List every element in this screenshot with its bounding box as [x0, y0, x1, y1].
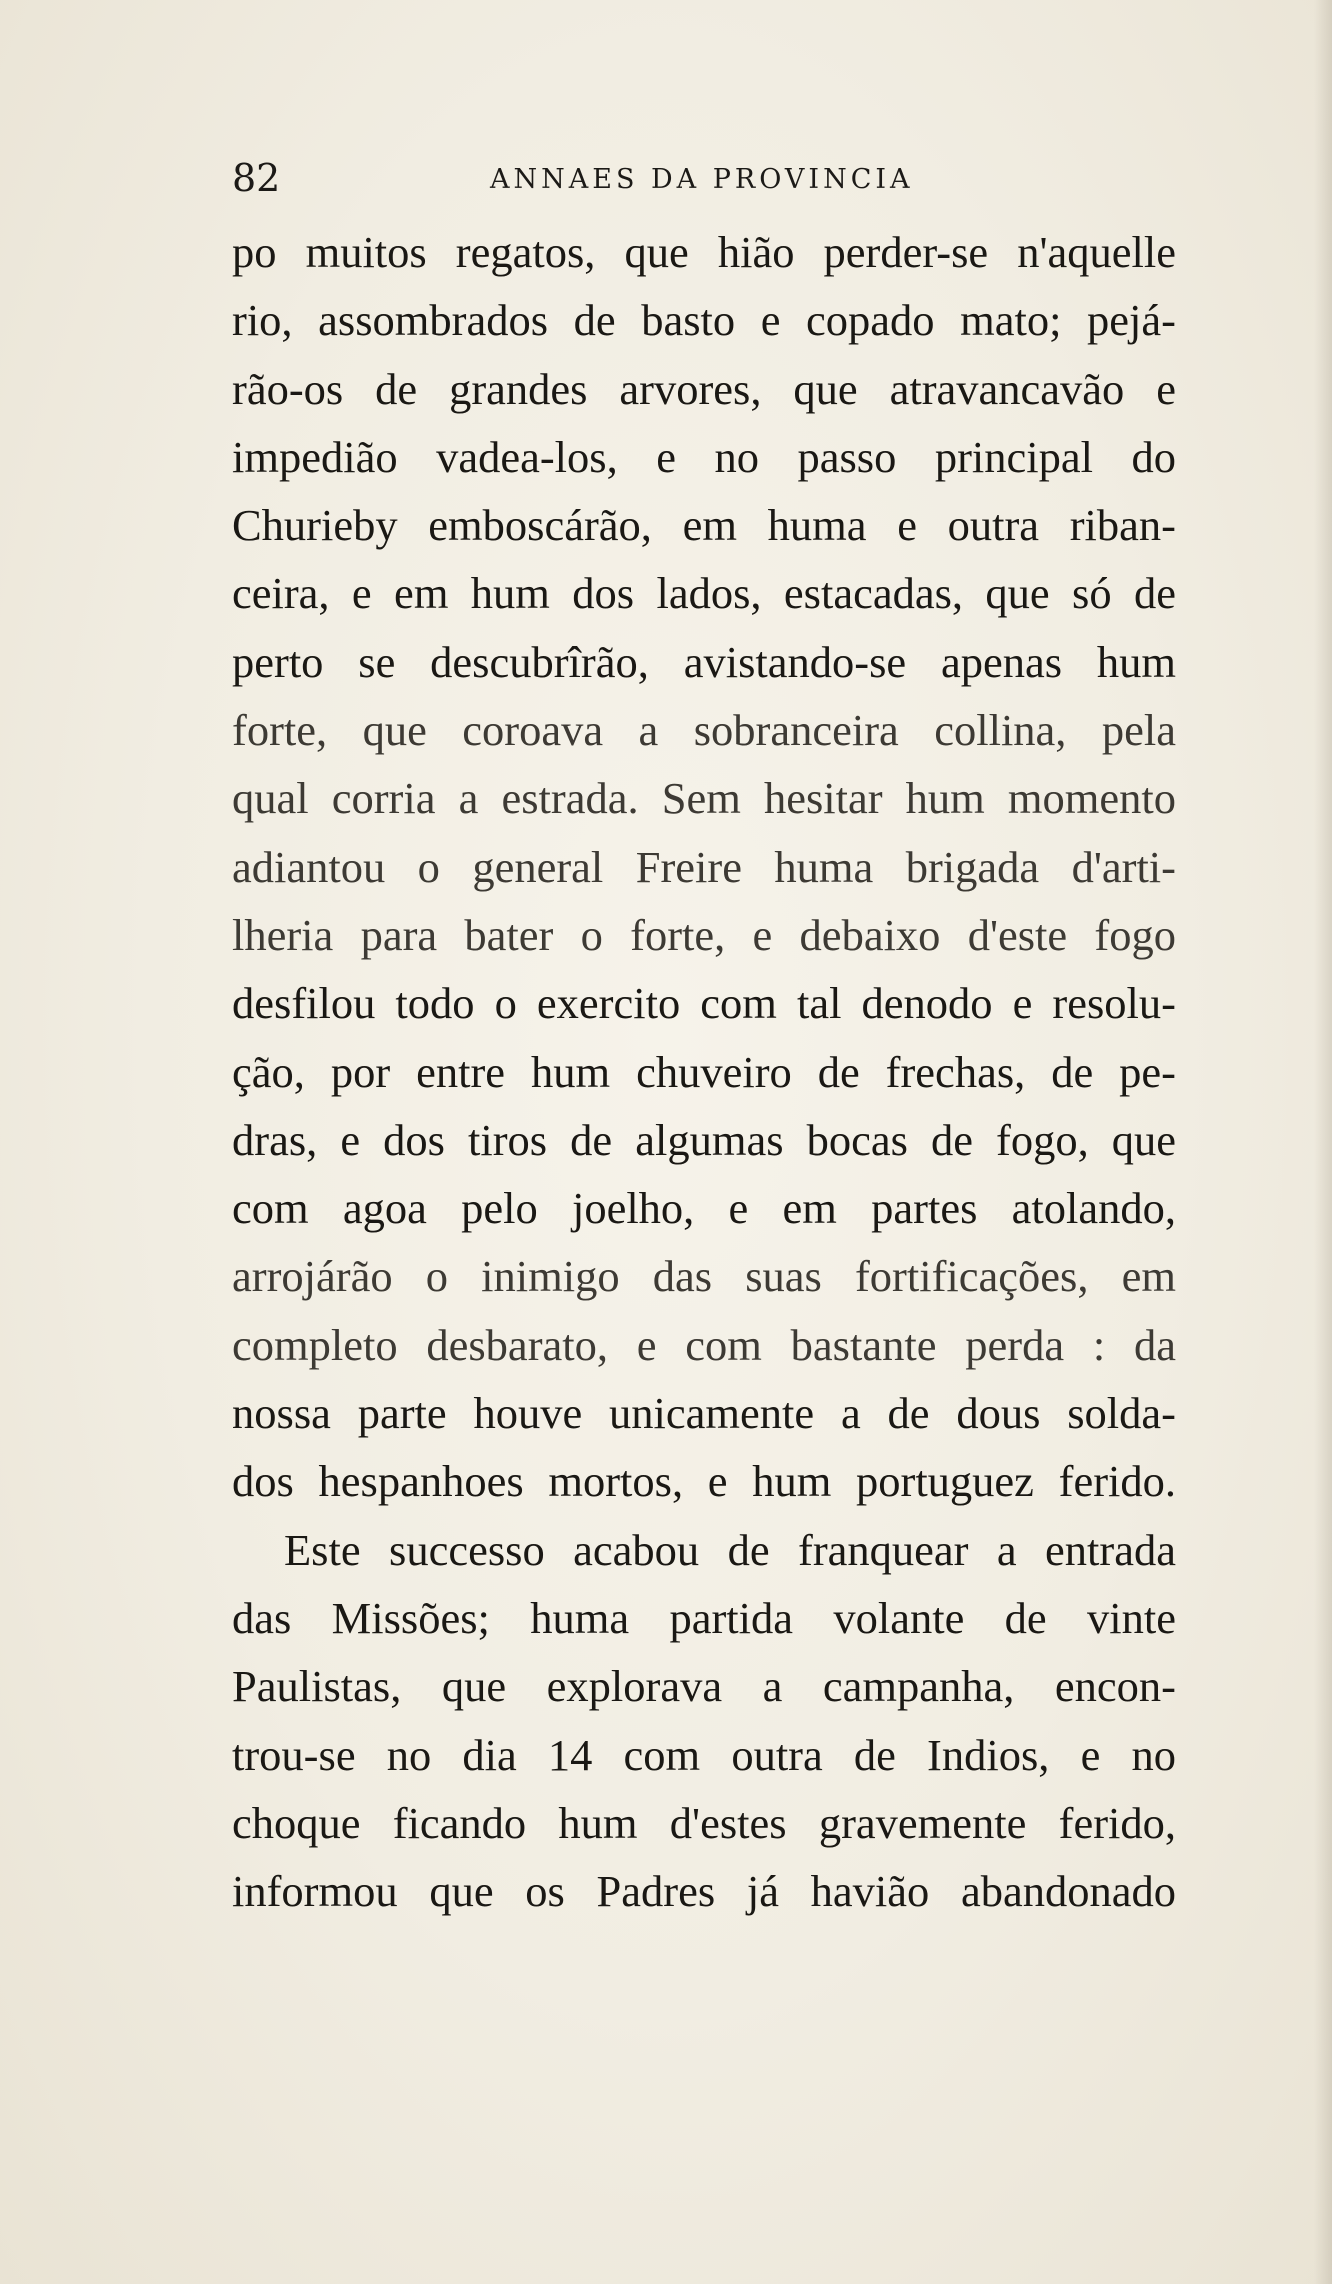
text-line: das Missões; huma partida volante de vinte [232, 1592, 1176, 1643]
running-title: ANNAES DA PROVINCIA [490, 164, 914, 195]
page-number: 82 [232, 156, 281, 200]
text-line: dras, e dos tiros de algumas bocas de fogo, que [232, 1114, 1176, 1165]
text-line: completo desbarato, e com bastante perda : da [232, 1319, 1176, 1370]
text-line: rio, assombrados de basto e copado mato; pejá- [232, 295, 1176, 346]
text-line: lheria para bater o forte, e debaixo d'este fogo [232, 909, 1176, 960]
text-line: informou que os Padres já havião abandonado [232, 1866, 1176, 1917]
text-line: com agoa pelo joelho, e em partes atolando, [232, 1183, 1176, 1234]
text-line: choque ficando hum d'estes gravemente ferido, [232, 1797, 1176, 1848]
text-line: Churieby emboscárão, em huma e outra riban- [232, 500, 1176, 551]
running-head [232, 154, 1172, 202]
text-line: forte, que coroava a sobranceira collina, pela [232, 705, 1176, 756]
text-line: desfilou todo o exercito com tal denodo e resolu- [232, 978, 1176, 1029]
text-line: qual corria a estrada. Sem hesitar hum momento [232, 773, 1176, 824]
text-line: trou-se no dia 14 com outra de Indios, e no [232, 1729, 1176, 1780]
text-line: dos hespanhoes mortos, e hum portuguez ferido. [232, 1456, 1176, 1507]
text-line: ção, por entre hum chuveiro de frechas, de pe- [232, 1046, 1176, 1097]
text-line: po muitos regatos, que hião perder-se n'aquelle [232, 227, 1176, 277]
text-line: ceira, e em hum dos lados, estacadas, que só de [232, 568, 1176, 619]
body-text [232, 218, 1176, 1925]
text-line: Paulistas, que explorava a campanha, encon- [232, 1661, 1176, 1712]
text-line: adiantou o general Freire huma brigada d'arti- [232, 841, 1176, 892]
text-line: nossa parte houve unicamente a de dous solda- [232, 1388, 1176, 1439]
text-line: perto se descubrîrão, avistando-se apenas hum [232, 636, 1176, 687]
text-line: arrojárão o inimigo das suas fortificações, em [232, 1251, 1176, 1302]
text-line: impedião vadea-los, e no passo principal do [232, 431, 1176, 482]
paragraph-start-line: Este successo acabou de franquear a entrada [284, 1524, 1176, 1575]
page-edge-shadow [1314, 0, 1332, 2284]
text-line: rão-os de grandes arvores, que atravancavão e [232, 363, 1176, 414]
